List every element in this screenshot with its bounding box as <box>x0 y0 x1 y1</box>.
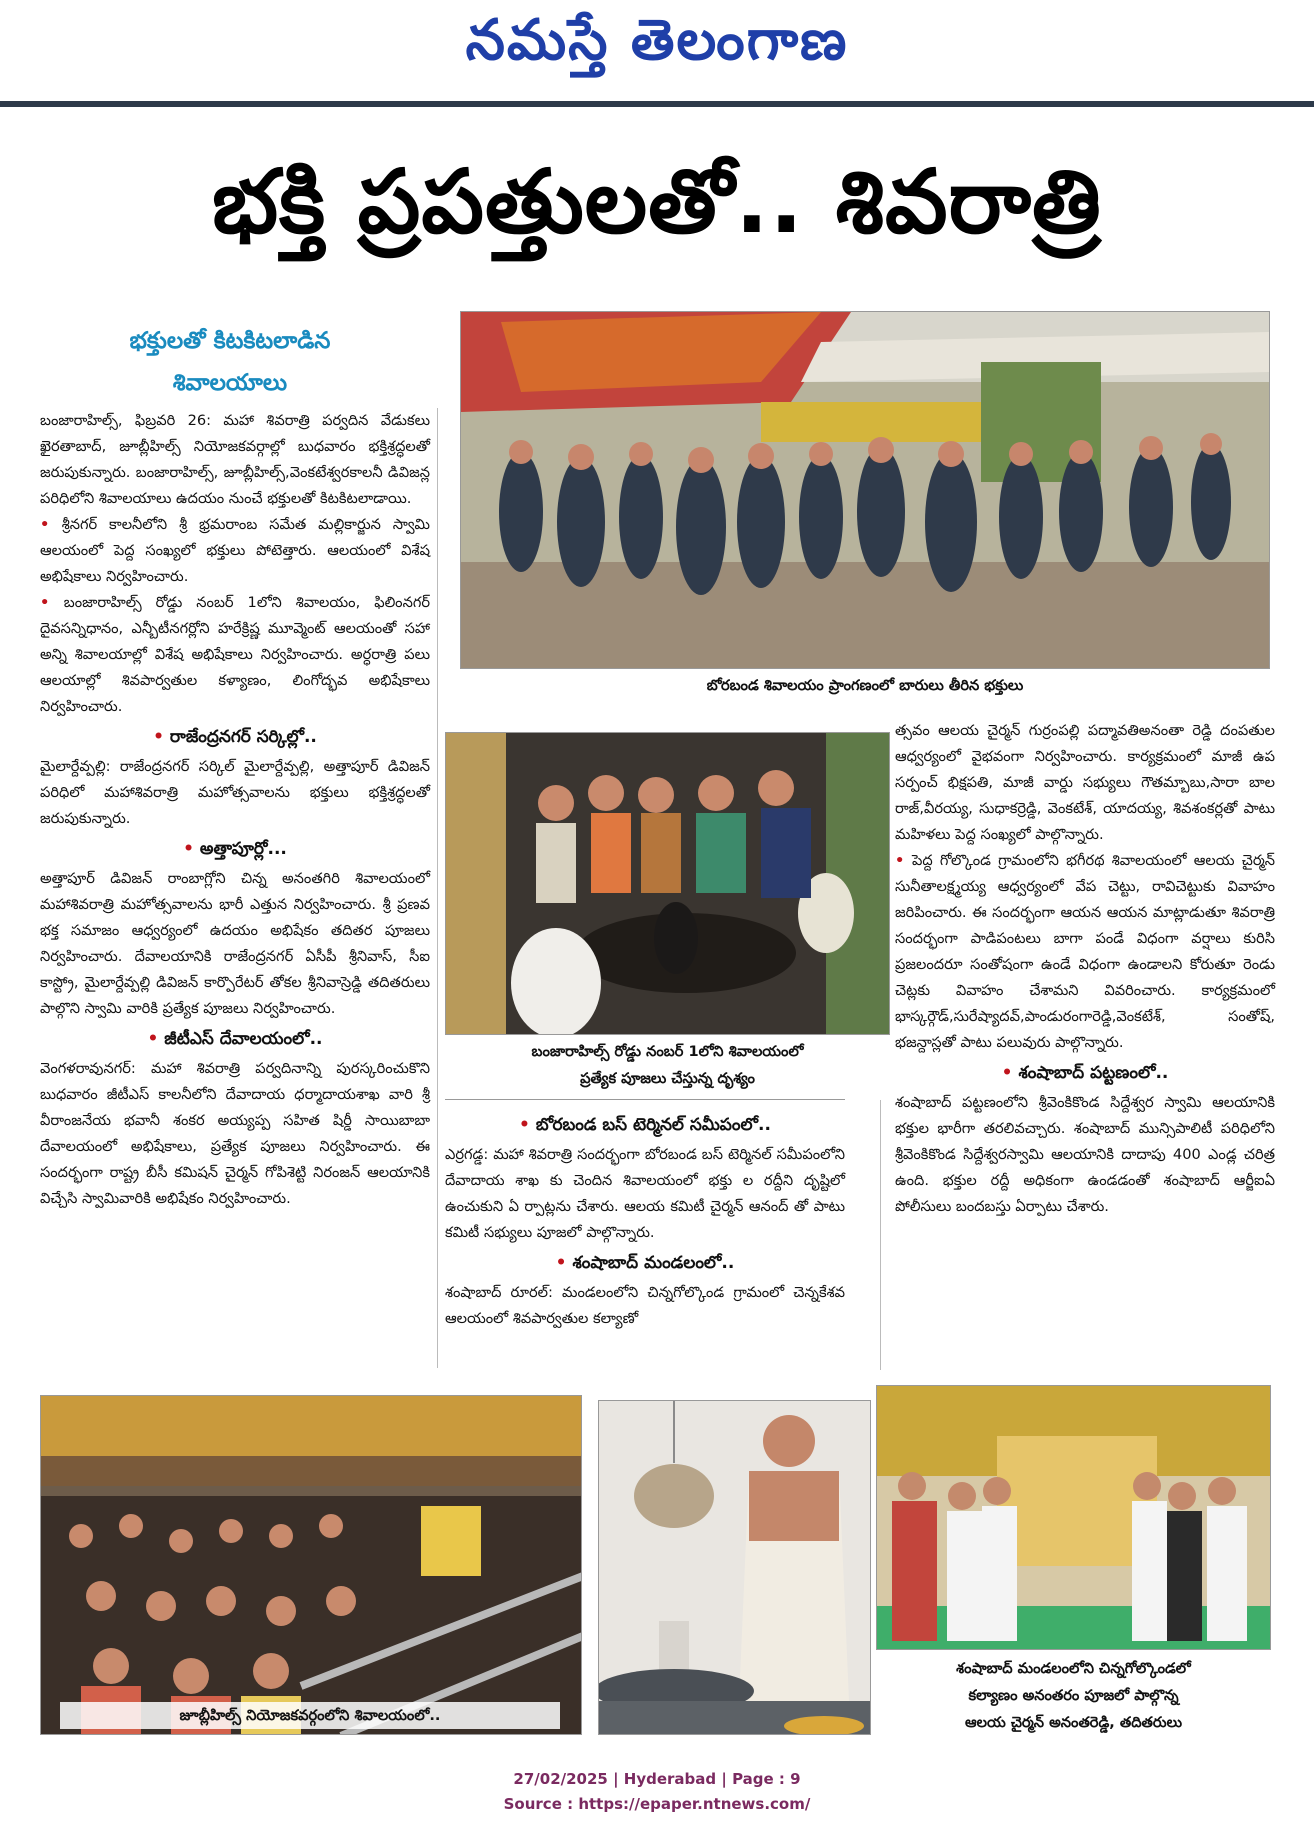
col1-subhead-2: • అత్తాపూర్లో... <box>183 839 287 859</box>
photo-special-puja <box>445 732 890 1035</box>
caption-special-puja-line-1: బంజారాహిల్స్ రోడ్డు నంబర్ 1లోని శివాలయంలో <box>531 1043 804 1060</box>
photo-devotees-queue-image <box>461 312 1270 669</box>
photo-devotees-queue <box>460 311 1270 669</box>
col1-subhead-1: • రాజేంద్రనగర్ సర్కిల్లో.. <box>153 727 317 747</box>
photo-jubilee-hills-temple <box>40 1395 582 1735</box>
col3-subhead-1: • శంషాబాద్ పట్టణంలో.. <box>1001 1063 1169 1083</box>
story-kicker <box>40 320 420 404</box>
caption-special-puja-line-2: ప్రత్యేక పూజలు చేస్తున్న దృశ్యం <box>580 1070 755 1087</box>
col2-paragraph-1: ఎర్రగడ్డ: మహా శివరాత్రి సందర్భంగా బోరబండ బస్ టెర్మినల్ సమీపంలోని దేవాదాయ శాఖ కు చెందిన శివాలయంలో భక్తు ల రద్దీని దృష్టిలో ఉంచుకుని ఏ ర్పాట్లను చేశారు. ఆలయ కమిటీ చైర్మన్ ఆనంద్ తో పాటు కమిటీ సభ్యులు పూజలో పాల్గొన్నారు. <box>445 1146 845 1241</box>
col1-paragraph-4: మైలార్దేవ్పల్లి: రాజేంద్రనగర్ సర్కిల్ మైలార్దేవ్పల్లి, అత్తాపూర్ డివిజన్ పరిధిలో మహాశివరాత్రి మహోత్సవాలను భక్తులు భక్తిశ్రద్ధలతో జరుపుకున్నారు. <box>40 758 430 827</box>
col1-paragraph-5: అత్తాపూర్ డివిజన్ రాంబాగ్లోని చిన్న అనంతగిరి శివాలయంలో మహాశివరాత్రి మహోత్సవాలను భారీ ఎత్తున నిర్వహించారు. శ్రీ ప్రణవ భక్త సమాజం ఆధ్వర్యంలో ఉదయం అభిషేకం తదితర పూజలు నిర్వహించారు. దేవాలయానికి రాజేంద్రనగర్ ఏసీపీ శ్రీనివాస్, సీఐ కాస్ట్రో, మైలార్దేవ్పల్లి డివిజన్ కార్పొరేటర్ తోకల శ్రీనివాస్రెడ్డి తదితరులు పాల్గొని స్వామి వారికి ప్రత్యేక పూజలు నిర్వహించారు. <box>40 870 430 1017</box>
col2-paragraph-2: శంషాబాద్ రూరల్: మండలంలోని చిన్నగోల్కొండ గ్రామంలో చెన్నకేశవ ఆలయంలో శివపార్వతుల కల్యాణో <box>445 1284 845 1327</box>
caption-rule <box>445 1099 845 1100</box>
newspaper-logo: నమస్తే తెలంగాణ <box>465 8 849 73</box>
col1-paragraph-6: వెంగళరావునగర్: మహా శివరాత్రి పర్వదినాన్ని పురస్కరించుకొని బుధవారం జీటీఎస్ కాలనీలోని దేవాదాయ ధర్మాదాయశాఖ వారి శ్రీ వీరాంజనేయ భవానీ శంకర అయ్యప్ప సహిత షిర్డీ సాయిబాబా దేవాలయంలో అభిషేకాలు, ప్రత్యేక పూజలు నిర్వహించారు. ఈ సందర్భంగా రాష్ట్ర బీసీ కమిషన్ చైర్మన్ గోపిశెట్టి నిరంజన్ ఆలయానికి విచ్చేసి స్వామివారికి అభిషేకం నిర్వహించారు. <box>40 1060 430 1207</box>
caption-committee-line-2: కల్యాణం అనంతరం పూజలో పాల్గొన్న <box>968 1687 1179 1704</box>
footer-dateline: 27/02/2025 | Hyderabad | Page : 9 <box>513 1770 801 1788</box>
caption-committee-line-3: ఆలయ చైర్మన్ అనంతరెడ్డి, తదితరులు <box>964 1714 1182 1731</box>
masthead-rule <box>0 101 1314 107</box>
photo-priest-abhishekam-image <box>599 1401 871 1735</box>
photo-priest-abhishekam <box>598 1400 871 1735</box>
masthead <box>0 0 1314 105</box>
photo-special-puja-image <box>446 733 890 1035</box>
photo-jubilee-hills-temple-image <box>41 1396 582 1735</box>
col2-subhead-1: • బోరబండ బస్ టెర్మినల్ సమీపంలో.. <box>519 1115 771 1135</box>
col2-subhead-2: • శంషాబాద్ మండలంలో.. <box>555 1253 735 1273</box>
caption-committee-line-1: శంషాబాద్ మండలంలోని చిన్నగోల్కొండలో <box>956 1660 1191 1677</box>
caption-special-puja <box>445 1038 890 1092</box>
kicker-line-2: శివాలయాలు <box>172 370 288 396</box>
bullet-icon: • <box>40 516 62 533</box>
caption-jubilee-hills: జూబ్లీహిల్స్ నియోజకవర్గంలోని శివాలయంలో.. <box>60 1702 560 1729</box>
col1-paragraph-1: బంజారాహిల్స్, ఫిబ్రవరి 26: మహా శివరాత్రి పర్వదిన వేడుకలు ఖైరతాబాద్, జూబ్లీహిల్స్ నియోజకవర్గాల్లో బుధవారం భక్తిశ్రద్ధలతో జరుపుకున్నారు. బంజారాహిల్స్, జూబ్లీహిల్స్,వెంకటేశ్వరకాలనీ డివిజన్ల పరిధిలోని శివాలయాలు ఉదయం నుంచే భక్తులతో కిటకిటలాడాయి. <box>40 412 430 507</box>
col1-paragraph-3: • బంజారాహిల్స్ రోడ్డు నంబర్ 1లోని శివాలయం, ఫిలింనగర్ దైవసన్నిధానం, ఎన్బీటీనగర్లోని హరేక్రిష్ణ మూవ్మెంట్ ఆలయంతో సహా అన్ని శివాలయాల్లో విశేష అభిషేకాలు నిర్వహించారు. అర్ధరాత్రి పలు ఆలయాల్లో శివపార్వతుల కళ్యాణం, లింగోద్భవ అభిషేకాలు నిర్వహించారు. <box>40 594 430 715</box>
bullet-icon: • <box>895 852 912 869</box>
col3-paragraph-3: శంషాబాద్ పట్టణంలోని శ్రీవెంకికొండ సిద్దేశ్వర స్వామి ఆలయానికి భక్తుల భారీగా తరలివచ్చారు. శంషాబాద్ మున్సిపాలిటీ పరిధిలోని శ్రీవెంకికొండ సిద్దేశ్వరస్వామి ఆలయానికి దాదాపు 400 ఎండ్ల చరిత్ర ఉంది. భక్తుల రద్దీ అధికంగా ఉండడంతో శంషాబాద్ ఆర్జీఐఏ పోలీసులు బందబస్తు ఏర్పాటు చేశారు. <box>895 1094 1275 1215</box>
column-1 <box>40 408 430 1212</box>
main-headline: భక్తి ప్రపత్తులతో.. శివరాత్రి <box>212 150 1102 253</box>
col3-paragraph-1: త్సవం ఆలయ చైర్మన్ గుర్రంపల్లి పద్మావతిఅనంతా రెడ్డి దంపతుల ఆధ్వర్యంలో వైభవంగా నిర్వహించారు. కార్యక్రమంలో మాజీ ఉప సర్పంచ్ భిక్షపతి, మాజీ వార్డు సభ్యులు గౌతమ్బాబు,సారా బాల రాజ్,వీరయ్య, సుధాకర్రెడ్డి, వెంకటేశ్, యాదయ్య, శివశంకర్లతో పాటు మహిళలు పెద్ద సంఖ్యలో పాల్గొన్నారు. <box>895 722 1275 843</box>
col3-paragraph-2: • పెద్ద గోల్కొండ గ్రామంలోని భగీరథ శివాలయంలో ఆలయ చైర్మన్ సునీతాలక్ష్మయ్య ఆధ్వర్యంలో వేప చెట్టు, రావిచెట్టుకు వివాహం జరిపించారు. ఈ సందర్భంగా ఆయన ఆయన మాట్లాడుతూ శివరాత్రి సందర్భంగా పాడిపంటలు బాగా పండే విధంగా వర్షాలు కురిసి ప్రజలందరూ సంతోషంగా ఉండే విధంగా ఉండాలని కోరుతూ రెండు చెట్లకు వివాహం చేశామని వివరించారు. కార్యక్రమంలో భాస్కర్గౌడ్,సురేష్యాదవ్,పాండురంగారెడ్డి,వెంకటేశ్, సంతోష్, భజన్దాస్లతో పాటు పలువురు పాల్గొన్నారు. <box>895 852 1275 1051</box>
bullet-icon: • <box>40 594 64 611</box>
col1-subhead-3: • జీటీఎస్ దేవాలయంలో.. <box>147 1029 323 1049</box>
kicker-line-1: భక్తులతో కిటకిటలాడిన <box>129 328 331 354</box>
column-divider <box>437 408 438 1368</box>
column-2 <box>445 1108 845 1332</box>
caption-devotees-queue: బోరబండ శివాలయం ప్రాంగణంలో బారులు తీరిన భక్తులు <box>706 677 1024 694</box>
footer-source: Source : https://epaper.ntnews.com/ <box>503 1795 811 1813</box>
column-3 <box>895 718 1275 1220</box>
column-divider <box>880 1100 881 1370</box>
photo-committee-members-image <box>877 1386 1271 1650</box>
caption-committee-members <box>876 1655 1271 1736</box>
photo-committee-members <box>876 1385 1271 1650</box>
col1-paragraph-2: • శ్రీనగర్ కాలనీలోని శ్రీ భ్రమరాంబ సమేత మల్లికార్జున స్వామి ఆలయంలో పెద్ద సంఖ్యలో భక్తులు పోటెత్తారు. ఆలయంలో విశేష అభిషేకాలు నిర్వహించారు. <box>40 516 430 585</box>
